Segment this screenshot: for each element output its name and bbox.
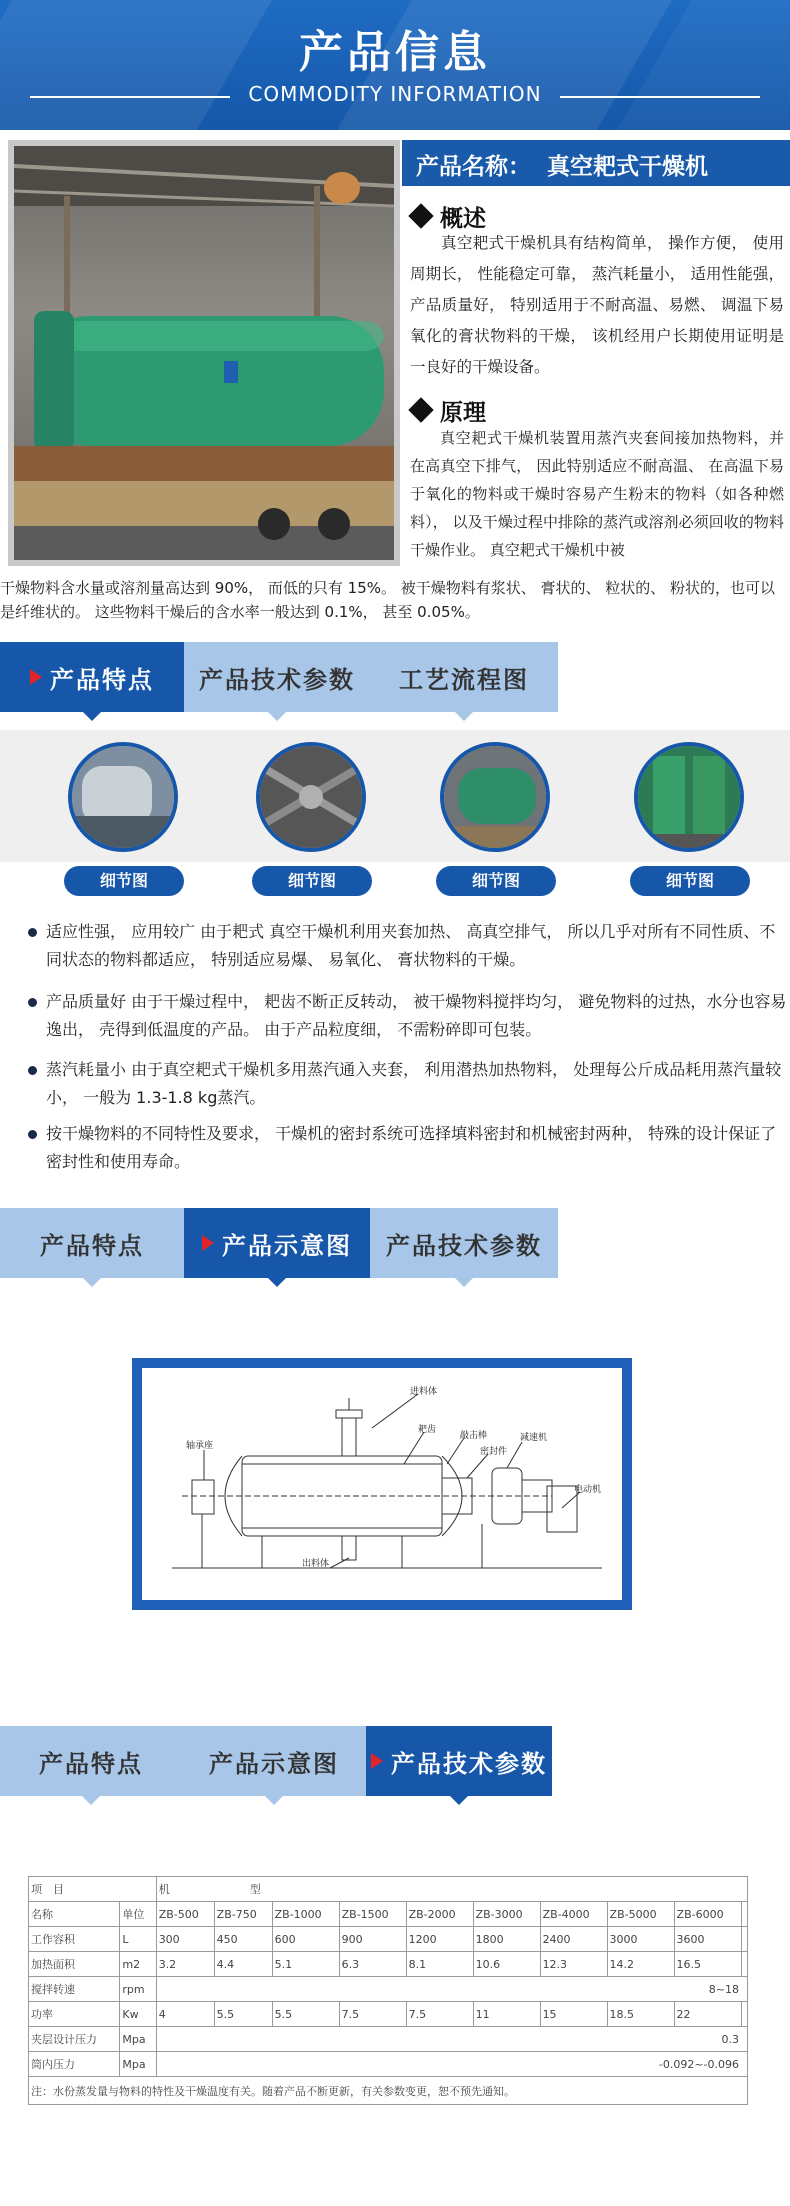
table-cell: 1200 <box>406 1927 473 1952</box>
detail-label-4: 细节图 <box>630 866 750 896</box>
overview-heading: 概述 <box>406 200 486 233</box>
table-cell: ZB-6000 <box>674 1902 741 1927</box>
product-name-label: 产品名称： <box>416 154 531 180</box>
table-cell: L <box>120 1927 156 1952</box>
header-banner <box>0 0 790 130</box>
overview-text: 真空耙式干燥机具有结构简单， 操作方便， 使用周期长， 性能稳定可靠， 蒸汽耗量小， 适用性能强， 产品质量好， 特别适用于不耐高温、易燃、 调温下易氧化的膏状物料的干燥， 该机经用户长期使用证明是一良好的干燥设备。 <box>410 234 784 376</box>
table-row <box>29 1927 748 1952</box>
table-cell: 16.5 <box>674 1952 741 1977</box>
table-cell: 450 <box>214 1927 272 1952</box>
label-discharge: 出料体 <box>302 1559 330 1569</box>
tab-process-flow[interactable]: 工艺流程图 <box>370 642 558 712</box>
page-title: 产品信息 <box>299 27 491 78</box>
table-note-row: 注：水份蒸发量与物料的特性及干燥温度有关。随着产品不断更新，有关参数变更，恕不预先通知。 <box>29 2077 748 2105</box>
table-cell: ZB-4000 <box>540 1902 607 1927</box>
table-cell: 夹层设计压力 <box>29 2027 120 2052</box>
table-cell: 900 <box>339 1927 406 1952</box>
table-cell: 300 <box>156 1927 214 1952</box>
table-row <box>29 2002 748 2027</box>
table-cell <box>741 1927 747 1952</box>
table-cell: 5.5 <box>214 2002 272 2027</box>
table-cell: 11 <box>473 2002 540 2027</box>
table-cell: ZB-1500 <box>339 1902 406 1927</box>
feature-item: 蒸汽耗量小 由于真空耙式干燥机多用蒸汽通入夹套， 利用潜热加热物料， 处理每公斤成品耗用蒸汽量较小， 一般为 1.3-1.8 kg蒸汽。 <box>24 1056 790 1112</box>
table-cell: 4 <box>156 2002 214 2027</box>
product-name-bar <box>402 140 790 186</box>
tab-product-features[interactable]: 产品特点 <box>0 1726 182 1796</box>
table-cell: ZB-1000 <box>272 1902 339 1927</box>
table-cell: rpm <box>120 1977 156 2002</box>
table-cell: 名称 <box>29 1902 120 1927</box>
table-cell: 7.5 <box>339 2002 406 2027</box>
tab-product-diagram[interactable]: 产品示意图 <box>184 1208 370 1278</box>
product-schematic <box>132 1358 632 1610</box>
detail-image-4 <box>634 742 744 852</box>
table-cell: 22 <box>674 2002 741 2027</box>
detail-label-1: 细节图 <box>64 866 184 896</box>
label-motor: 电动机 <box>574 1485 602 1495</box>
detail-label-2: 细节图 <box>252 866 372 896</box>
principle-heading: 原理 <box>406 394 486 427</box>
diamond-icon <box>408 203 433 228</box>
table-row <box>29 1952 748 1977</box>
page-subtitle: COMMODITY INFORMATION <box>248 82 542 106</box>
table-cell: 工作容积 <box>29 1927 120 1952</box>
tab-tech-params[interactable]: 产品技术参数 <box>184 642 370 712</box>
product-name-value: 真空耙式干燥机 <box>547 154 709 180</box>
table-header-row: 项 目 机 型 <box>29 1877 748 1902</box>
principle-text: 真空耙式干燥机装置用蒸汽夹套间接加热物料，并在高真空下排气， 因此特别适应不耐高温、 在高温下易于氧化的物料或干燥时容易产生粉末的物料（如各种燃料）， 以及干燥过程中排除的蒸汽或溶剂必须回收的物料干燥作业。 真空耙式干燥机中被 <box>410 429 784 559</box>
table-cell: 3600 <box>674 1927 741 1952</box>
tab-tech-params[interactable]: 产品技术参数 <box>366 1726 552 1796</box>
detail-label-3: 细节图 <box>436 866 556 896</box>
table-cell: 4.4 <box>214 1952 272 1977</box>
table-cell: 2400 <box>540 1927 607 1952</box>
arrow-right-icon <box>202 1235 214 1251</box>
label-rake: 耙齿 <box>418 1425 437 1435</box>
table-cell: 7.5 <box>406 2002 473 2027</box>
table-cell: 8~18 <box>156 1977 747 2002</box>
label-reducer: 减速机 <box>520 1433 548 1443</box>
table-cell <box>741 1902 747 1927</box>
table-row <box>29 2027 748 2052</box>
feature-item: 产品质量好 由于干燥过程中， 耙齿不断正反转动， 被干燥物料搅拌均匀， 避免物料的过热，水分也容易逸出， 壳得到低温度的产品。 由于产品粒度细， 不需粉碎即可包装。 <box>24 988 790 1044</box>
table-cell: 功率 <box>29 2002 120 2027</box>
table-cell: 10.6 <box>473 1952 540 1977</box>
diamond-icon <box>408 397 433 422</box>
table-cell: Mpa <box>120 2052 156 2077</box>
table-cell: Mpa <box>120 2027 156 2052</box>
table-cell: ZB-3000 <box>473 1902 540 1927</box>
table-cell <box>741 1952 747 1977</box>
table-cell: ZB-500 <box>156 1902 214 1927</box>
table-cell: ZB-750 <box>214 1902 272 1927</box>
label-feed: 进料体 <box>410 1387 438 1397</box>
detail-image-2 <box>256 742 366 852</box>
table-cell: -0.092~-0.096 <box>156 2052 747 2077</box>
table-cell: 8.1 <box>406 1952 473 1977</box>
feature-item: 适应性强， 应用较广 由于耙式 真空干燥机利用夹套加热、 高真空排气， 所以几乎对所有不同性质、不同状态的物料都适应， 特别适应易爆、 易氧化、 膏状物料的干燥。 <box>24 918 790 974</box>
principle-continued: 干燥物料含水量或溶剂量高达到 90%， 而低的只有 15%。 被干燥物料有浆状、 膏状的、 粒状的、 粉状的，也可以是纤维状的。 这些物料干燥后的含水率一般达到 0.1%， 甚至 0.05%。 <box>0 579 776 621</box>
tab-product-diagram[interactable]: 产品示意图 <box>182 1726 366 1796</box>
table-cell: 15 <box>540 2002 607 2027</box>
schematic-drawing <box>142 1368 622 1600</box>
table-cell: 3000 <box>607 1927 674 1952</box>
detail-image-1 <box>68 742 178 852</box>
table-cell: 3.2 <box>156 1952 214 1977</box>
product-photo-frame <box>8 140 400 566</box>
table-cell <box>741 2002 747 2027</box>
table-cell: 5.1 <box>272 1952 339 1977</box>
table-cell: m2 <box>120 1952 156 1977</box>
table-cell: 18.5 <box>607 2002 674 2027</box>
tab-tech-params[interactable]: 产品技术参数 <box>370 1208 558 1278</box>
table-cell: 单位 <box>120 1902 156 1927</box>
table-cell: 0.3 <box>156 2027 747 2052</box>
table-cell: 搅拌转速 <box>29 1977 120 2002</box>
detail-image-3 <box>440 742 550 852</box>
table-cell: 筒内压力 <box>29 2052 120 2077</box>
label-breaker: 敲击棒 <box>460 1431 488 1441</box>
table-cell: 14.2 <box>607 1952 674 1977</box>
table-cell: ZB-5000 <box>607 1902 674 1927</box>
table-cell: Kw <box>120 2002 156 2027</box>
table-row <box>29 1977 748 2002</box>
tab-product-features[interactable]: 产品特点 <box>0 642 184 712</box>
table-row <box>29 2052 748 2077</box>
arrow-right-icon <box>371 1753 383 1769</box>
table-cell: 1800 <box>473 1927 540 1952</box>
table-cell: ZB-2000 <box>406 1902 473 1927</box>
table-row <box>29 1902 748 1927</box>
arrow-right-icon <box>30 669 42 685</box>
table-cell: 6.3 <box>339 1952 406 1977</box>
feature-item: 按干燥物料的不同特性及要求， 干燥机的密封系统可选择填料密封和机械密封两种， 特殊的设计保证了密封性和使用寿命。 <box>24 1120 790 1176</box>
table-cell: 5.5 <box>272 2002 339 2027</box>
label-bearing: 轴承座 <box>186 1441 214 1451</box>
tab-product-features[interactable]: 产品特点 <box>0 1208 184 1278</box>
product-photo <box>14 146 394 560</box>
label-seal: 密封件 <box>480 1447 508 1457</box>
table-cell: 600 <box>272 1927 339 1952</box>
table-cell: 加热面积 <box>29 1952 120 1977</box>
spec-table <box>28 1876 748 2105</box>
table-cell: 12.3 <box>540 1952 607 1977</box>
